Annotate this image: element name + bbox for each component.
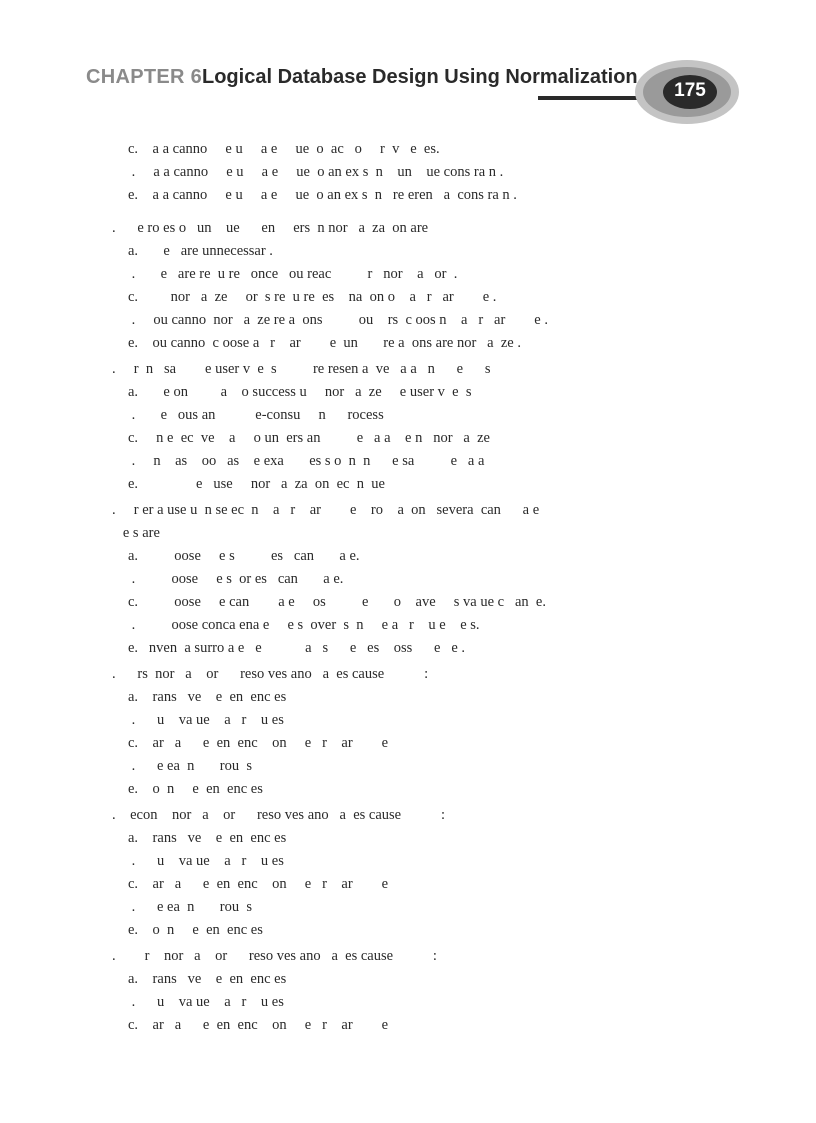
text-line: c. a a canno e u a e ue o ac o r v e es. [128,141,440,157]
chapter-label: CHAPTER 6 [86,66,203,88]
text-line: . e ea n rou s [128,758,253,774]
text-line: . a a canno e u a e ue o an ex s n un ue cons ra n . [128,164,504,180]
text-line: e. ou canno c oose a r ar e un re a ons are nor a ze . [128,335,521,351]
text-line: . oose conca ena e e s over s n e a r u e e s. [128,617,480,633]
text-line: c. ar a e en enc on e r ar e [128,876,389,892]
page-number: 175 [674,80,706,101]
text-line: e. e use nor a za on ec n ue [128,476,385,492]
text-line: a. rans ve e en enc es [128,830,287,846]
text-line: c. ar a e en enc on e r ar e [128,735,389,751]
text-line: . e ea n rou s [128,899,253,915]
text-line: . r er a use u n se ec n a r ar e ro a on severa can a e [112,502,540,518]
text-line: e. o n e en enc es [128,922,263,938]
text-line: c. nor a ze or s re u re es na on o a r ar e . [128,289,497,305]
text-line: . rs nor a or reso ves ano a es cause : [112,666,429,682]
page-header [0,0,816,130]
text-line: . n as oo as e exa es s o n n e sa e a a [128,453,485,469]
text-line: . u va ue a r u es [128,712,284,728]
text-line: e. a a canno e u a e ue o an ex s n re eren a cons ra n . [128,187,517,203]
text-line: . e ous an e-consu n rocess [128,407,384,423]
text-line: c. n e ec ve a o un ers an e a a e n nor a ze [128,430,490,446]
text-line: . ou canno nor a ze re a ons ou rs c oos n a r ar e . [128,312,548,328]
text-line: . econ nor a or reso ves ano a es cause : [112,807,446,823]
chapter-title: Logical Database Design Using Normalization [202,66,638,88]
text-line: a. rans ve e en enc es [128,689,287,705]
text-line: e. o n e en enc es [128,781,263,797]
text-line: . e ro es o un ue en ers n nor a za on are [112,220,429,236]
text-line: . u va ue a r u es [128,994,284,1010]
text-line: a. oose e s es can a e. [128,548,360,564]
text-line: . u va ue a r u es [128,853,284,869]
text-line: . oose e s or es can a e. [128,571,344,587]
text-line: a. e are unnecessar . [128,243,273,259]
text-line: . r nor a or reso ves ano a es cause : [112,948,437,964]
text-line: e. nven a surro a e e a s e es oss e e . [128,640,466,656]
text-line: a. e on a o success u nor a ze e user v e s [128,384,472,400]
text-line: c. oose e can a e os e o ave s va ue c an e. [128,594,546,610]
text-line: . e are re u re once ou reac r nor a or . [128,266,458,282]
text-line: a. rans ve e en enc es [128,971,287,987]
text-line: e s are [112,525,160,541]
text-line: c. ar a e en enc on e r ar e [128,1017,389,1033]
text-line: . r n sa e user v e s re resen a ve a a n e s [112,361,491,377]
